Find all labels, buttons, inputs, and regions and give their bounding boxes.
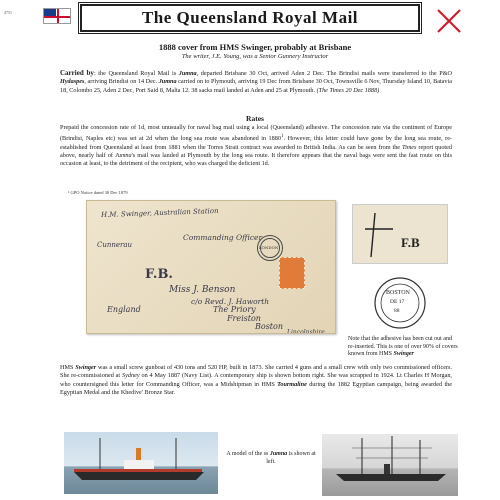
cover-text: H.M. Swinger, Australian Station <box>100 206 219 220</box>
cover-text: Cunnerau <box>97 241 133 249</box>
cover-text: c/o Revd. J. Haworth <box>191 297 270 306</box>
fb-mark: F.B. <box>145 267 173 282</box>
place-name: Sydney <box>122 372 140 380</box>
text-span: during the 1882 Egyptian campaign, being awarded the Egyptian Medal and the Khedive' Bronze Star. <box>60 380 453 396</box>
rates-paragraph <box>60 124 452 169</box>
ensign-flag-icon <box>43 8 71 24</box>
page-title: The Queensland Royal Mail <box>141 8 359 27</box>
fb-detail-text: F.B <box>401 235 420 250</box>
cover-text: England <box>107 305 141 314</box>
text-span: on 4 May 1887 (Navy List). A contemporary ship is shown bottom right. She was scrapped in 1924. Lt Charles H Morgan, who countersigned this letter for Commanding Officer, was a Midshipman in HMS <box>60 372 452 388</box>
cover-text: Boston <box>255 322 283 331</box>
cover-text: Lincolnshire <box>287 329 325 334</box>
contemporary-ship-photo <box>322 434 458 496</box>
postage-stamp <box>279 257 305 289</box>
text-span: : the Queensland Royal Mail is <box>93 70 179 77</box>
page-title-banner <box>80 4 420 32</box>
ship-name: Jumna <box>115 151 132 159</box>
fb-mark-detail-image <box>352 204 448 264</box>
cover-text: Miss J. Benson <box>169 285 236 295</box>
carried-by-paragraph <box>60 69 452 95</box>
adhesive-note <box>348 336 458 359</box>
cover-text: The Priory <box>213 305 256 314</box>
text-span: HMS <box>60 364 76 371</box>
postmark-town: BOSTON <box>386 290 410 296</box>
source-citation: (The Times 20 Dec 1888) <box>316 86 380 94</box>
ship-drawing <box>322 434 458 496</box>
ship-name: Swinger <box>75 364 97 371</box>
text-span: carried on to Plymouth, arriving 19 Dec from Brisbane 30 Oct, Townsville 6 Nov, Thursday Island 10, Batavia 18, Colombo 25, Aden 2 Dec, Port Said 8, Malta 12. 38 sacks mail landed at Aden and 25 at Plymouth. <box>60 78 452 94</box>
ship-name: Hydaspes <box>60 78 85 86</box>
text-span: Note that the adhesive has been cut out and re-inserted. This is one of over 90% of covers known from HMS <box>348 336 458 358</box>
text-span: , arriving Brindisi on 14 Dec. <box>84 78 159 86</box>
text-span: is shown at left. <box>266 451 316 465</box>
ship-name: Tourmaline <box>277 380 307 388</box>
newspaper-name: Times <box>402 143 417 151</box>
text-span: . However, this letter could have gone by the long sea route, re-established from Queensland at least from 1881 when the Torres Strait contract was awarded to British India. As can be seen from the <box>60 135 452 151</box>
footnote-marker: 1 <box>280 133 284 140</box>
cover-image <box>86 200 336 334</box>
red-cross-icon <box>436 8 462 34</box>
swinger-paragraph <box>60 364 452 397</box>
postmark-text: LONDON <box>259 245 279 250</box>
boston-postmark-detail <box>352 270 448 336</box>
jumna-model-photo <box>64 432 218 494</box>
postmark-date: DE 17 <box>390 299 405 305</box>
model-note <box>226 450 316 466</box>
ship-name: Jumna <box>158 78 177 86</box>
ship-drawing <box>64 432 218 494</box>
ship-name: Jumna <box>269 451 288 457</box>
cover-text: Freiston <box>227 314 261 323</box>
text-span: was a small screw gunboat of 430 tons and 520 HP, built in 1873. She carried 4 guns and a small crew with only two commissioned officers. She re-commissioned at <box>60 364 452 380</box>
footnote: ¹ GPO Notice dated 30 Dec 1879 <box>68 190 128 195</box>
cover-heading: 1888 cover from HMS Swinger, probably at Brisbane <box>158 42 352 52</box>
cover-text: Commanding Officer <box>183 233 263 242</box>
ship-name: Jumna <box>178 70 197 77</box>
postmark-year: 88 <box>394 308 400 314</box>
text-span: Prepaid the concession rate of 1d, most unusually for naval bag mail using a local (Queensland) adhesive. The concession rate via the continent of Europe (Brindisi, Naples etc) was set at 2d when the long sea route was abandoned in 1880 <box>60 124 452 143</box>
text-span: A model of the ss <box>226 451 270 457</box>
text-span: , departed Brisbane 30 Oct, arrived Aden 2 Dec. The Brindisi mails were transferred to the P&O <box>196 70 452 77</box>
cover-subheading: The writer, J.E. Young, was a Senior Gunnery Instructor <box>181 53 329 60</box>
rates-heading: Rates <box>246 114 264 123</box>
text-span: report quoted above, nearly half of <box>60 143 452 159</box>
ship-name: Swinger <box>393 351 414 358</box>
text-span: 's mail was landed at Plymouth by the long sea route. It therefore appears that the naval bags were sent the fast route on this occasion at least, to the detriment of the recipient, who was charged the deficient 1d. <box>60 151 452 168</box>
carried-label: Carried by <box>60 69 94 77</box>
page-number: 4751 <box>4 10 12 15</box>
